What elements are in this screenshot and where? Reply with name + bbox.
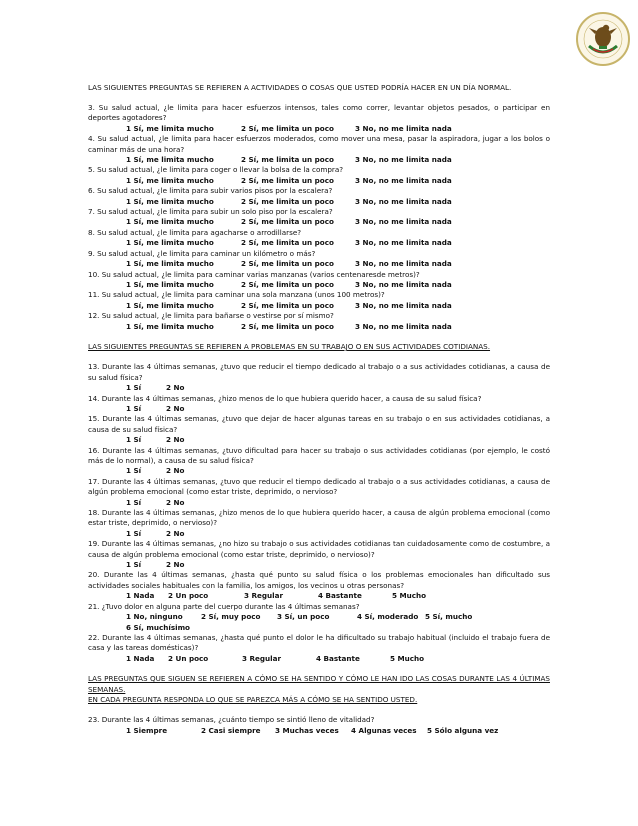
section-2-heading: LAS SIGUIENTES PREGUNTAS SE REFIEREN A PROBLEMAS EN SU TRABAJO O EN SUS ACTIVIDADES COTIDIANAS. <box>88 341 491 351</box>
options-19 <box>88 560 550 570</box>
option-1[interactable]: 1 Nada <box>126 653 155 663</box>
option-5[interactable]: 5 Mucho <box>392 591 427 601</box>
option-1[interactable]: 1 Sí, me limita mucho <box>126 321 214 331</box>
option-3[interactable]: 3 No, no me limita nada <box>355 259 452 269</box>
mexico-seal-logo <box>575 10 631 68</box>
question-19: 19. Durante las 4 últimas semanas, ¿no hizo su trabajo o sus actividades cotidianas tan cuidadosamente como de costumbre, a causa de algún problema emocional (como estar triste, deprimido, o nervioso)? <box>88 539 550 559</box>
option-3[interactable]: 3 No, no me limita nada <box>355 196 452 206</box>
option-1[interactable]: 1 Sí, me limita mucho <box>126 279 214 289</box>
option-3[interactable]: 3 No, no me limita nada <box>355 123 452 133</box>
options-10 <box>88 280 550 290</box>
option-1[interactable]: 1 Sí, me limita mucho <box>126 155 214 165</box>
question-10: 10. Su salud actual, ¿le limita para caminar varias manzanas (varios centenaresde metros)? <box>88 269 420 279</box>
options-6 <box>88 197 550 207</box>
question-21: 21. ¿Tuvo dolor en alguna parte del cuerpo durante las 4 últimas semanas? <box>88 601 360 611</box>
option-yes[interactable]: 1 Sí <box>126 435 142 445</box>
option-3[interactable]: 3 No, no me limita nada <box>355 217 452 227</box>
option-2[interactable]: 2 Casi siempre <box>201 725 261 735</box>
options-8 <box>88 238 550 248</box>
option-3[interactable]: 3 Regular <box>242 653 282 663</box>
option-2[interactable]: 2 Sí, me limita un poco <box>241 279 334 289</box>
option-2[interactable]: 2 Sí, me limita un poco <box>241 123 334 133</box>
question-3: 3. Su salud actual, ¿le limita para hacer esfuerzos intensos, tales como correr, levantar objetos pesados, o participar en deportes agotadores? <box>88 103 550 123</box>
option-3[interactable]: 3 No, no me limita nada <box>355 238 452 248</box>
options-22 <box>88 654 550 664</box>
question-7: 7. Su salud actual, ¿le limita para subir un solo piso por la escalera? <box>88 207 333 217</box>
options-18 <box>88 529 550 539</box>
option-4[interactable]: 4 Sí, moderado <box>357 612 419 622</box>
option-no[interactable]: 2 No <box>166 497 185 507</box>
options-5 <box>88 176 550 186</box>
option-3[interactable]: 3 No, no me limita nada <box>355 175 452 185</box>
option-1[interactable]: 1 No, ninguno <box>126 612 183 622</box>
question-4: 4. Su salud actual, ¿le limita para hacer esfuerzos moderados, como mover una mesa, pasar la aspiradora, jugar a los bolos o caminar más de una hora? <box>88 134 550 154</box>
options-3 <box>88 124 550 134</box>
options-21-row-2 <box>88 623 550 633</box>
option-2[interactable]: 2 Sí, me limita un poco <box>241 175 334 185</box>
option-no[interactable]: 2 No <box>166 528 185 538</box>
option-3[interactable]: 3 No, no me limita nada <box>355 279 452 289</box>
options-20 <box>88 591 550 601</box>
options-7 <box>88 217 550 227</box>
options-13 <box>88 383 550 393</box>
option-1[interactable]: 1 Sí, me limita mucho <box>126 123 214 133</box>
question-14: 14. Durante las 4 últimas semanas, ¿hizo menos de lo que hubiera querido hacer, a causa de su salud física? <box>88 393 482 403</box>
options-15 <box>88 435 550 445</box>
options-4 <box>88 155 550 165</box>
option-2[interactable]: 2 Sí, me limita un poco <box>241 196 334 206</box>
options-9 <box>88 259 550 269</box>
option-2[interactable]: 2 Sí, me limita un poco <box>241 155 334 165</box>
section-3-heading: LAS PREGUNTAS QUE SIGUEN SE REFIEREN A CÓMO SE HA SENTIDO Y CÓMO LE HAN IDO LAS COSAS DURANTE LAS 4 ÚLTIMAS SEMANAS. <box>88 674 550 694</box>
options-21 <box>88 612 550 622</box>
question-13: 13. Durante las 4 últimas semanas, ¿tuvo que reducir el tiempo dedicado al trabajo o a sus actividades cotidianas, a causa de su salud física? <box>88 362 550 382</box>
question-8: 8. Su salud actual, ¿le limita para agacharse o arrodillarse? <box>88 227 302 237</box>
option-2[interactable]: 2 Sí, me limita un poco <box>241 238 334 248</box>
option-5[interactable]: 5 Mucho <box>390 653 425 663</box>
option-2[interactable]: 2 Sí, muy poco <box>201 612 261 622</box>
intro-text: LAS SIGUIENTES PREGUNTAS SE REFIEREN A ACTIVIDADES O COSAS QUE USTED PODRÍA HACER EN UN DÍA NORMAL. <box>88 83 512 92</box>
option-2[interactable]: 2 Sí, me limita un poco <box>241 217 334 227</box>
option-2[interactable]: 2 Sí, me limita un poco <box>241 300 334 310</box>
question-23: 23. Durante las 4 últimas semanas, ¿cuánto tiempo se sintió lleno de vitalidad? <box>88 715 375 725</box>
section-1 <box>88 103 550 736</box>
option-1[interactable]: 1 Nada <box>126 591 155 601</box>
option-4[interactable]: 4 Bastante <box>316 653 360 663</box>
options-17 <box>88 498 550 508</box>
question-5: 5. Su salud actual, ¿le limita para coger o llevar la bolsa de la compra? <box>88 165 344 175</box>
option-yes[interactable]: 1 Sí <box>126 528 142 538</box>
options-14 <box>88 404 550 414</box>
question-15: 15. Durante las 4 últimas semanas, ¿tuvo que dejar de hacer algunas tareas en su trabajo o en sus actividades cotidianas, a causa de su salud física? <box>88 414 550 434</box>
option-5[interactable]: 5 Sí, mucho <box>425 612 473 622</box>
options-11 <box>88 301 550 311</box>
option-2[interactable]: 2 Sí, me limita un poco <box>241 321 334 331</box>
question-18: 18. Durante las 4 últimas semanas, ¿hizo menos de lo que hubiera querido hacer, a causa de algún problema emocional (como estar triste, deprimido, o nervioso)? <box>88 508 550 528</box>
question-9: 9. Su salud actual, ¿le limita para caminar un kilómetro o más? <box>88 248 316 258</box>
section-3-subheading: EN CADA PREGUNTA RESPONDA LO QUE SE PAREZCA MÁS A CÓMO SE HA SENTIDO USTED. <box>88 694 418 704</box>
option-1[interactable]: 1 Sí, me limita mucho <box>126 175 214 185</box>
option-6[interactable]: 6 Sí, muchísimo <box>126 622 190 632</box>
option-yes[interactable]: 1 Sí <box>126 403 142 413</box>
question-6: 6. Su salud actual, ¿le limita para subir varios pisos por la escalera? <box>88 186 333 196</box>
option-no[interactable]: 2 No <box>166 560 185 570</box>
question-17: 17. Durante las 4 últimas semanas, ¿tuvo que reducir el tiempo dedicado al trabajo o a sus actividades cotidianas, a causa de algún problema emocional (como estar triste, deprimido, o nervioso? <box>88 476 550 497</box>
option-no[interactable]: 2 No <box>166 383 185 393</box>
question-11: 11. Su salud actual, ¿le limita para caminar una sola manzana (unos 100 metros)? <box>88 290 385 300</box>
option-1[interactable]: 1 Sí, me limita mucho <box>126 259 214 269</box>
option-1[interactable]: 1 Siempre <box>126 725 168 735</box>
option-1[interactable]: 1 Sí, me limita mucho <box>126 217 214 227</box>
option-3[interactable]: 3 Regular <box>244 591 284 601</box>
option-yes[interactable]: 1 Sí <box>126 560 142 570</box>
question-22: 22. Durante las 4 últimas semanas, ¿hasta qué punto el dolor le ha dificultado su trabajo habitual (incluido el trabajo fuera de casa y las tareas domésticas)? <box>88 632 550 653</box>
options-16 <box>88 466 550 476</box>
question-12: 12. Su salud actual, ¿le limita para bañarse o vestirse por sí mismo? <box>88 311 334 321</box>
option-no[interactable]: 2 No <box>166 403 185 413</box>
option-3[interactable]: 3 No, no me limita nada <box>355 321 452 331</box>
option-1[interactable]: 1 Sí, me limita mucho <box>126 300 214 310</box>
option-4[interactable]: 4 Bastante <box>318 591 362 601</box>
option-5[interactable]: 5 Sólo alguna vez <box>427 725 499 735</box>
option-1[interactable]: 1 Sí, me limita mucho <box>126 238 214 248</box>
options-23 <box>88 726 550 736</box>
option-2[interactable]: 2 Un poco <box>168 653 209 663</box>
option-no[interactable]: 2 No <box>166 466 185 476</box>
option-4[interactable]: 4 Algunas veces <box>351 725 417 735</box>
option-2[interactable]: 2 Sí, me limita un poco <box>241 259 334 269</box>
question-16: 16. Durante las 4 últimas semanas, ¿tuvo dificultad para hacer su trabajo o sus actividades cotidianas (por ejemplo, le costó más de lo normal), a causa de su salud física? <box>88 445 550 465</box>
option-3[interactable]: 3 No, no me limita nada <box>355 155 452 165</box>
option-3[interactable]: 3 No, no me limita nada <box>355 300 452 310</box>
option-no[interactable]: 2 No <box>166 435 185 445</box>
option-3[interactable]: 3 Muchas veces <box>275 725 339 735</box>
option-yes[interactable]: 1 Sí <box>126 466 142 476</box>
option-1[interactable]: 1 Sí, me limita mucho <box>126 196 214 206</box>
question-20: 20. Durante las 4 últimas semanas, ¿hasta qué punto su salud física o los problemas emocionales han dificultado sus actividades sociales habituales con la familia, los amigos, los vecinos u otras personas? <box>88 570 550 590</box>
options-12 <box>88 322 550 332</box>
option-3[interactable]: 3 Sí, un poco <box>277 612 330 622</box>
option-yes[interactable]: 1 Sí <box>126 497 142 507</box>
option-2[interactable]: 2 Un poco <box>168 591 209 601</box>
option-yes[interactable]: 1 Sí <box>126 383 142 393</box>
